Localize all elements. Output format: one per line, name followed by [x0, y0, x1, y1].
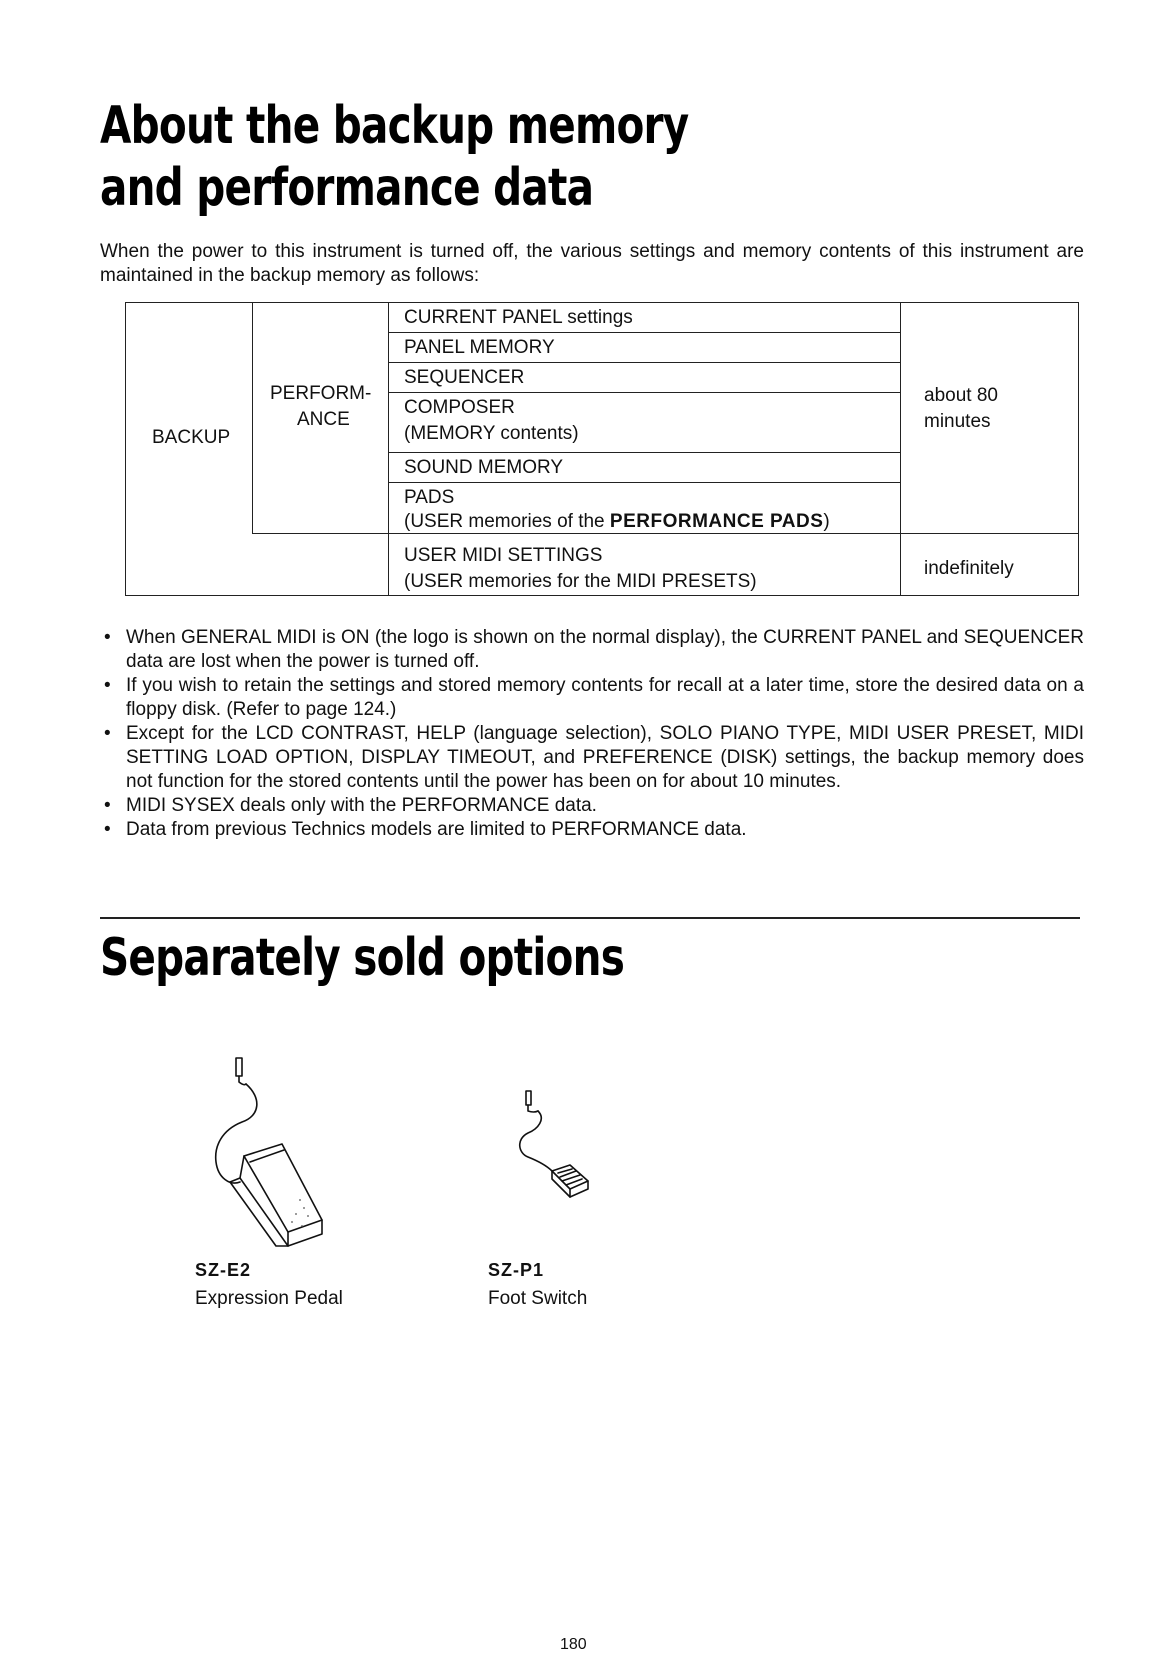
expression-pedal-illustration [200, 1050, 360, 1240]
row-current-panel: CURRENT PANEL settings [404, 307, 633, 328]
intro-paragraph: When the power to this instrument is turned off, the various settings and memory contents of this instrument are maintained in the backup memory as follows: [100, 241, 1084, 286]
row-sequencer: SEQUENCER [404, 367, 525, 388]
section-title-performance-data: and performance data [100, 158, 594, 218]
performance-label-line2: ANCE [297, 409, 350, 430]
row-composer: COMPOSER [404, 397, 515, 418]
performance-label-line1: PERFORM- [270, 383, 372, 404]
row-panel-memory: PANEL MEMORY [404, 337, 555, 358]
row-user-midi-note: (USER memories for the MIDI PRESETS) [404, 571, 757, 592]
note-item: • When GENERAL MIDI is ON (the logo is shown on the normal display), the CURRENT PANEL and SEQUENCER data are lost when the power is turned off. [100, 626, 1084, 674]
duration-performance-line2: minutes [924, 411, 991, 432]
notes-list [100, 626, 1084, 842]
product-description: Foot Switch [488, 1288, 588, 1309]
product-model: SZ-P1 [488, 1260, 545, 1280]
product-foot-switch [488, 1258, 587, 1312]
product-expression-pedal [195, 1258, 343, 1312]
page-number: 180 [560, 1636, 587, 1653]
duration-performance-line1: about 80 [924, 385, 998, 406]
section-title-backup-memory: About the backup memory [100, 96, 689, 156]
row-pads: PADS [404, 487, 455, 508]
backup-label: BACKUP [152, 427, 231, 448]
note-item: • Except for the LCD CONTRAST, HELP (language selection), SOLO PIANO TYPE, MIDI USER PRESET, MIDI SETTING LOAD OPTION, DISPLAY TIMEOUT, and PREFERENCE (DISK) settings, the backup memory does not function for the stored contents until the power has been on for about 10 minutes. [100, 722, 1084, 794]
duration-midi: indefinitely [924, 558, 1014, 579]
row-user-midi: USER MIDI SETTINGS [404, 545, 603, 566]
section-title-options: Separately sold options [100, 928, 625, 988]
note-item: • If you wish to retain the settings and stored memory contents for recall at a later time, store the desired data on a floppy disk. (Refer to page 124.) [100, 674, 1084, 722]
section-divider [100, 917, 1080, 919]
note-item: • MIDI SYSEX deals only with the PERFORMANCE data. [100, 794, 1084, 818]
row-sound-memory: SOUND MEMORY [404, 457, 564, 478]
note-item: • Data from previous Technics models are limited to PERFORMANCE data. [100, 818, 1084, 842]
product-description: Expression Pedal [195, 1288, 343, 1309]
foot-switch-illustration [500, 1085, 610, 1215]
row-composer-note: (MEMORY contents) [404, 423, 579, 444]
product-model: SZ-E2 [195, 1260, 252, 1280]
row-pads-note: (USER memories of the PERFORMANCE PADS) [404, 511, 830, 532]
backup-memory-table [125, 302, 1079, 596]
